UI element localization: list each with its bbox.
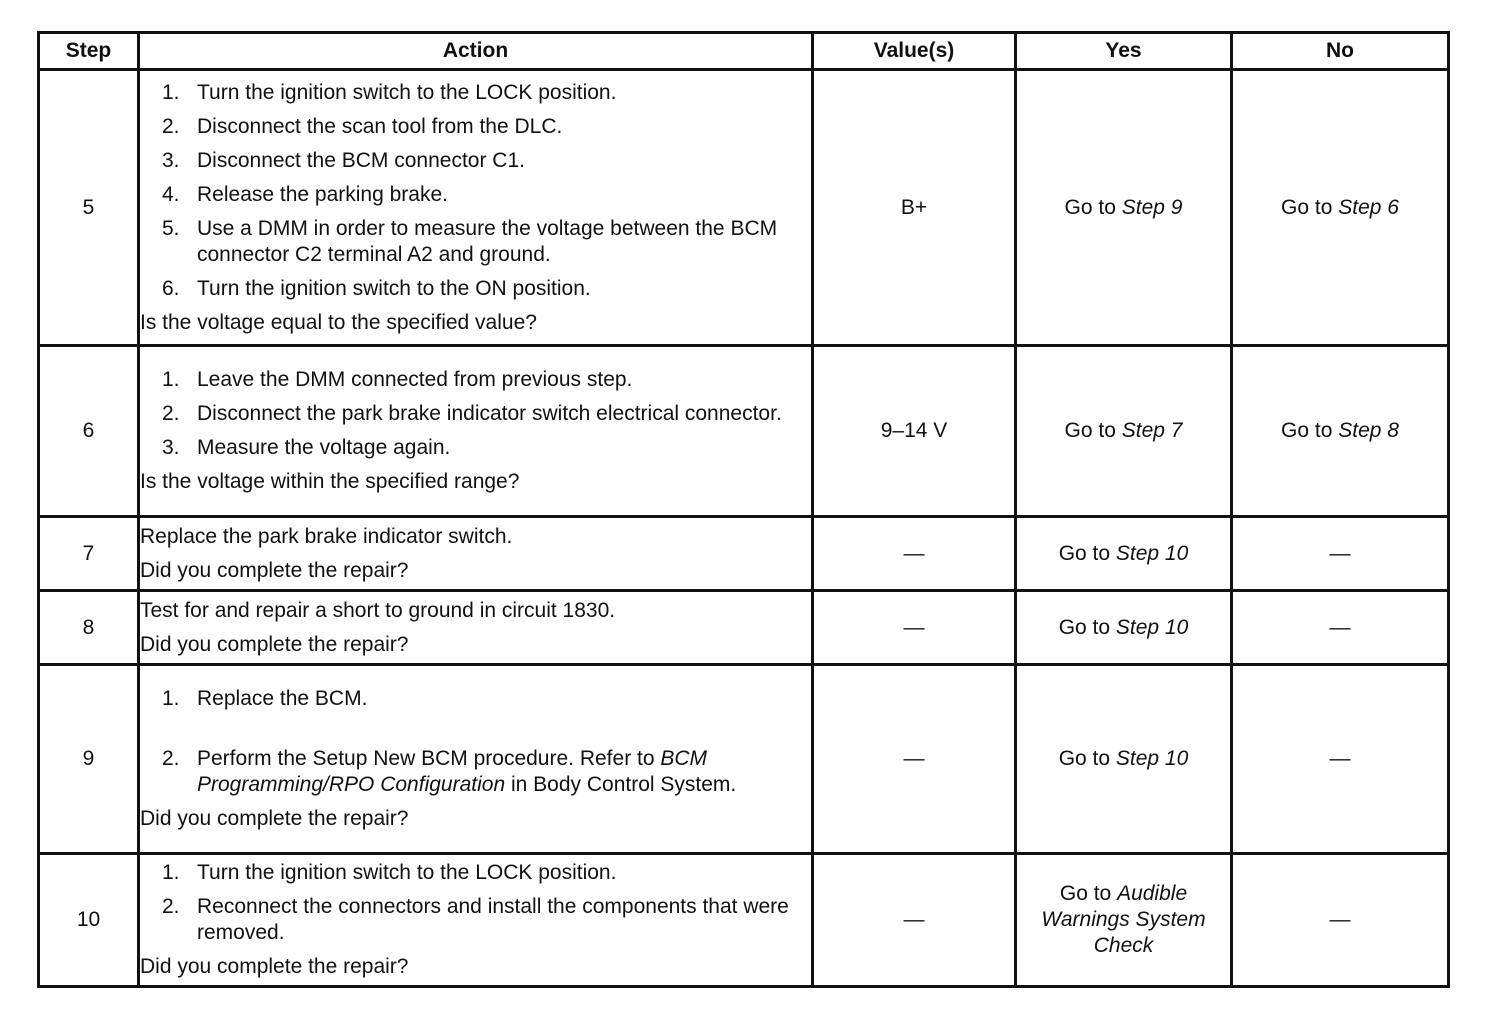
action-step: 2. Disconnect the scan tool from the DLC. <box>162 114 563 138</box>
table-row-step-10 <box>39 854 1449 987</box>
value-cell: — <box>813 854 1016 987</box>
action-step: 6. Turn the ignition switch to the ON position. <box>162 276 591 300</box>
no-cell: — <box>1232 854 1449 987</box>
header-row <box>39 33 1449 70</box>
no-step-reference: Step 6 <box>1338 195 1399 219</box>
action-cell <box>139 517 813 591</box>
step-number: 10 <box>39 854 139 987</box>
action-cell <box>139 346 813 517</box>
yes-step-reference: Audible Warnings System Check <box>1041 882 1206 957</box>
yes-step-reference: Step 10 <box>1115 615 1189 639</box>
yes-cell: Go to Step 10 <box>1016 591 1232 665</box>
action-text: Test for and repair a short to ground in circuit 1830. <box>140 598 616 622</box>
action-step: 5. Use a DMM in order to measure the voltage between the BCM connector C2 terminal A2 and ground. <box>162 216 778 266</box>
action-step: 2. Reconnect the connectors and install the components that were removed. <box>162 895 789 944</box>
action-text: Replace the park brake indicator switch. <box>140 524 513 548</box>
header-action: Action <box>139 33 813 70</box>
table-row-step-7 <box>39 517 1449 591</box>
yes-cell: Go to Step 7 <box>1016 346 1232 517</box>
header-values: Value(s) <box>813 33 1016 70</box>
action-cell <box>139 665 813 854</box>
diagnostic-table <box>37 31 1450 988</box>
procedure-reference: BCM Programming/RPO Configuration <box>197 747 708 796</box>
step-number: 5 <box>39 70 139 346</box>
yes-cell: Go to Audible Warnings System Check <box>1016 854 1232 987</box>
action-question: Is the voltage within the specified range? <box>140 470 520 493</box>
yes-step-reference: Step 10 <box>1115 747 1189 770</box>
action-cell <box>139 70 813 346</box>
action-step: 2. Perform the Setup New BCM procedure. Refer to BCM Programming/RPO Configuration in Body Control System. <box>162 747 737 796</box>
action-step: 2. Disconnect the park brake indicator switch electrical connector. <box>162 402 782 425</box>
action-question: Is the voltage equal to the specified value? <box>140 310 537 334</box>
action-steps <box>140 367 811 461</box>
action-question: Did you complete the repair? <box>140 955 409 978</box>
action-step: 3. Disconnect the BCM connector C1. <box>162 148 525 172</box>
step-number: 8 <box>39 591 139 665</box>
header-step: Step <box>39 33 139 70</box>
action-cell <box>139 591 813 665</box>
action-cell <box>139 854 813 987</box>
table-row-step-9 <box>39 665 1449 854</box>
table-row-step-5 <box>39 70 1449 346</box>
no-cell: — <box>1232 591 1449 665</box>
yes-step-reference: Step 9 <box>1121 195 1183 219</box>
action-steps <box>140 80 811 302</box>
no-step-reference: Step 8 <box>1338 419 1399 442</box>
value-cell: 9–14 V <box>813 346 1016 517</box>
action-step: 4. Release the parking brake. <box>162 182 448 206</box>
action-step: 1. Turn the ignition switch to the LOCK position. <box>162 861 617 884</box>
header-yes: Yes <box>1016 33 1232 70</box>
action-step: 1. Turn the ignition switch to the LOCK position. <box>162 80 617 104</box>
yes-step-reference: Step 10 <box>1115 541 1189 565</box>
value-cell: — <box>813 591 1016 665</box>
yes-cell: Go to Step 10 <box>1016 517 1232 591</box>
action-steps <box>140 686 811 798</box>
value-cell: — <box>813 517 1016 591</box>
step-number: 9 <box>39 665 139 854</box>
action-question: Did you complete the repair? <box>140 558 409 582</box>
no-cell: — <box>1232 517 1449 591</box>
action-steps <box>140 860 811 946</box>
table-row-step-8 <box>39 591 1449 665</box>
yes-cell: Go to Step 9 <box>1016 70 1232 346</box>
table-row-step-6 <box>39 346 1449 517</box>
value-cell: B+ <box>813 70 1016 346</box>
step-number: 7 <box>39 517 139 591</box>
no-cell: Go to Step 6 <box>1232 70 1449 346</box>
action-question: Did you complete the repair? <box>140 807 409 830</box>
no-cell: Go to Step 8 <box>1232 346 1449 517</box>
step-number: 6 <box>39 346 139 517</box>
action-step: 3. Measure the voltage again. <box>162 436 451 459</box>
action-question: Did you complete the repair? <box>140 632 409 656</box>
yes-step-reference: Step 7 <box>1121 419 1183 442</box>
value-cell: — <box>813 665 1016 854</box>
yes-cell: Go to Step 10 <box>1016 665 1232 854</box>
no-cell: — <box>1232 665 1449 854</box>
header-no: No <box>1232 33 1449 70</box>
action-step: 1. Replace the BCM. <box>162 687 368 710</box>
action-step: 1. Leave the DMM connected from previous step. <box>162 368 633 391</box>
